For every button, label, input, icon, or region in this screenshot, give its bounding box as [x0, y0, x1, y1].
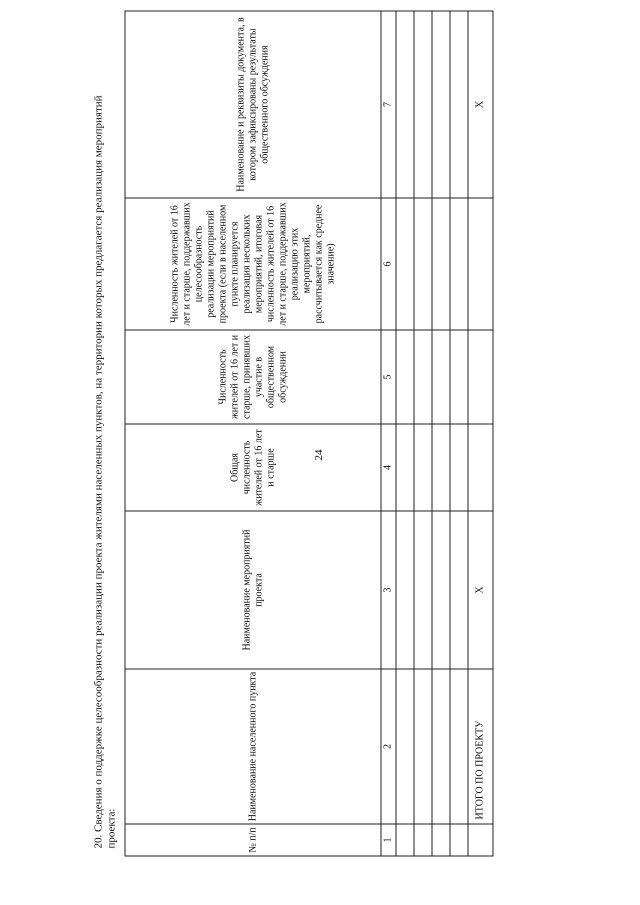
table-cell: [450, 11, 468, 198]
header-cell-supporters: Численность жителей от 16 лет и старше, поддержавших целесообразность реализации мероприятий проекта (если в населенном пункте планируется реализация нескольких мероприятий, итоговая численность жителей от 16 лет и старше, поддержавших реализацию этих мероприятий, рассчитывается как среднее значение): [125, 198, 381, 330]
table-cell: [396, 11, 414, 198]
header-cell-settlement: Наименование населенного пункта: [125, 669, 381, 824]
table-cell: [450, 198, 468, 330]
table-cell: [450, 669, 468, 824]
total-cell-activities: Х: [468, 511, 493, 669]
table-cell: [432, 824, 450, 856]
landscape-content: [92, 17, 486, 857]
header-cell-total-residents: Общая численность жителей от 16 лет и старше: [125, 424, 381, 511]
column-number-row: [381, 11, 396, 856]
header-cell-number: № п/п: [125, 824, 381, 856]
column-number: 7: [381, 11, 396, 198]
table-row: [414, 11, 432, 856]
table-cell: [414, 511, 432, 669]
table-cell: [396, 824, 414, 856]
table-cell: [450, 424, 468, 511]
total-cell-document: Х: [468, 11, 493, 198]
column-number: 2: [381, 669, 396, 824]
table-cell: [396, 669, 414, 824]
section-heading: 20. Сведения о поддержке целесообразности реализации проекта жителями населенных пунктов, на территории которых предлагается реализация мероприятий проекта:: [92, 95, 118, 849]
table-cell: [432, 511, 450, 669]
column-number: 6: [381, 198, 396, 330]
table-cell: [396, 198, 414, 330]
total-cell-total-residents: [468, 424, 493, 511]
table-cell: [450, 824, 468, 856]
table-cell: [414, 330, 432, 424]
table-cell: [396, 511, 414, 669]
total-cell-participants: [468, 330, 493, 424]
table-row: [396, 11, 414, 856]
header-cell-document: Наименование и реквизиты документа, в котором зафиксированы результаты общественного обсуждения: [125, 11, 381, 198]
table-row: [450, 11, 468, 856]
page-number: 24: [313, 449, 325, 461]
table-cell: [396, 330, 414, 424]
table-cell: [396, 424, 414, 511]
total-label: ИТОГО ПО ПРОЕКТУ: [468, 669, 493, 824]
header-cell-activities: Наименование мероприятий проекта: [125, 511, 381, 669]
column-number: 4: [381, 424, 396, 511]
table-cell: [450, 330, 468, 424]
table-cell: [432, 198, 450, 330]
total-row: [468, 11, 493, 856]
header-cell-participants: Численность жителей от 16 лет и старше, принявших участие в общественном обсуждении: [125, 330, 381, 424]
table-cell: [414, 198, 432, 330]
table-cell: [414, 424, 432, 511]
column-number: 1: [381, 824, 396, 856]
total-cell-supporters: [468, 198, 493, 330]
table-cell: [432, 330, 450, 424]
header-row: [125, 11, 381, 856]
total-cell-empty: [468, 824, 493, 856]
table-cell: [432, 11, 450, 198]
table-cell: [414, 669, 432, 824]
table-row: [432, 11, 450, 856]
support-table: [125, 11, 494, 857]
table-cell: [414, 11, 432, 198]
table-cell: [432, 669, 450, 824]
table-cell: [432, 424, 450, 511]
table-cell: [414, 824, 432, 856]
column-number: 3: [381, 511, 396, 669]
table-cell: [450, 511, 468, 669]
column-number: 5: [381, 330, 396, 424]
